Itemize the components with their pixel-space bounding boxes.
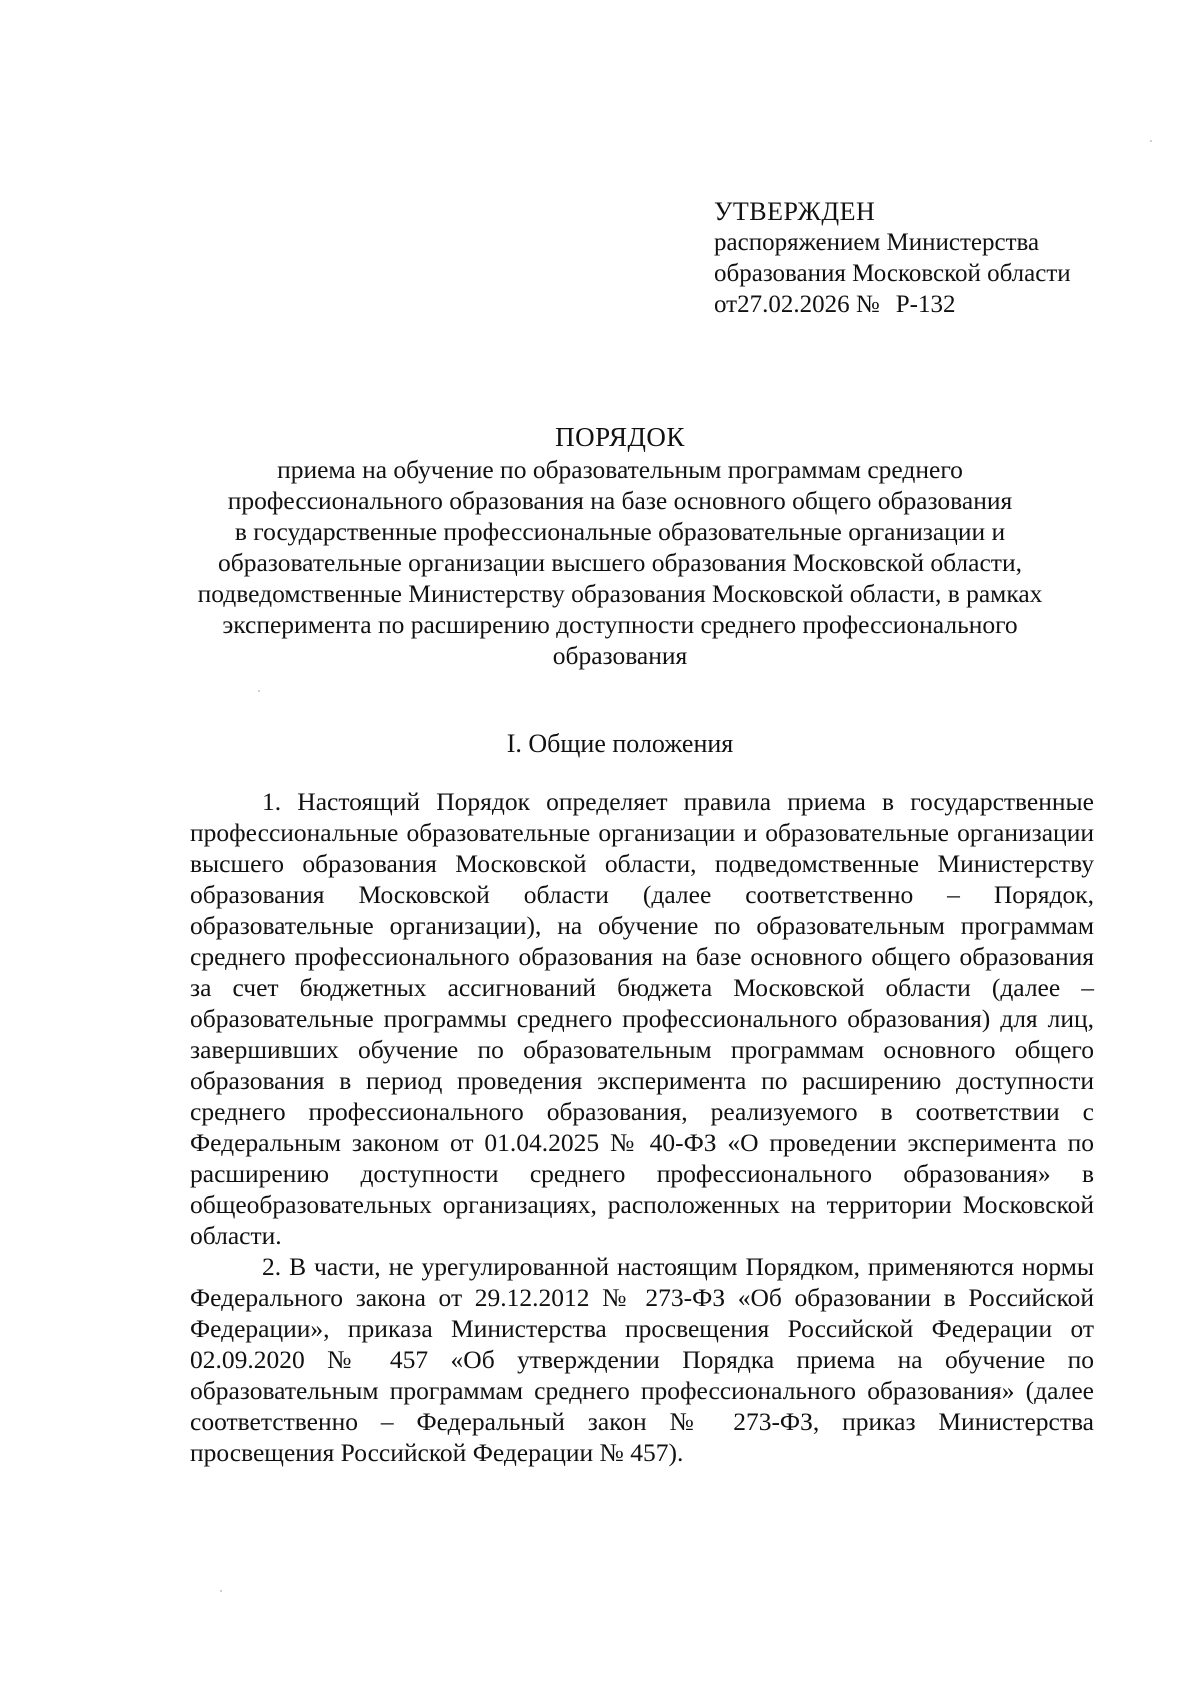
subtitle-line: приема на обучение по образовательным программам среднего <box>277 455 963 484</box>
approval-line-1: распоряжением Министерства <box>714 229 1040 256</box>
subtitle-line: профессионального образования на базе основного общего образования <box>227 486 1013 515</box>
approval-stamp-block <box>714 196 1134 320</box>
approval-number-sign: № <box>855 291 880 318</box>
section-heading-general-provisions: I. Общие положения <box>506 729 734 758</box>
document-title-block <box>120 420 1120 671</box>
approval-number: Р-132 <box>895 291 956 318</box>
approval-date-prefix: от <box>714 291 738 318</box>
subtitle-line: образовательные организации высшего образования Московской области, <box>218 548 1022 577</box>
document-title: ПОРЯДОК <box>555 422 685 452</box>
scan-speck <box>258 690 260 692</box>
subtitle-line: подведомственные Министерству образования Московской области, в рамках <box>197 579 1043 608</box>
subtitle-line: образования <box>552 641 688 670</box>
subtitle-line: эксперимента по расширению доступности среднего профессионального <box>222 610 1018 639</box>
document-subtitle <box>120 454 1120 671</box>
scan-speck <box>220 1590 222 1592</box>
paragraph-1: 1. Настоящий Порядок определяет правила приема в государственные профессиональные образовательные организации и образовательные организации высшего образования Московской области, подведомственные Министерству образования Московской области (далее соответственно – Порядок, образовательные организации), на обучение по образовательным программам среднего профессионального образования на базе основного общего образования за счет бюджетных ассигнований бюджета Московской области (далее – образовательные программы среднего профессионального образования) для лиц, завершивших обучение по образовательным программам основного общего образования в период проведения эксперимента по расширению доступности среднего профессионального образования, реализуемого в соответствии с Федеральным законом от 01.04.2025 № 40-ФЗ «О проведении эксперимента по расширению доступности среднего профессионального образования» в общеобразовательных организациях, расположенных на территории Московской области. <box>190 787 1094 1250</box>
paragraph-2: 2. В части, не урегулированной настоящим Порядком, применяются нормы Федерального закона от 29.12.2012 № 273-ФЗ «Об образовании в Российской Федерации», приказа Министерства просвещения Российской Федерации от 02.09.2020 № 457 «Об утверждении Порядка приема на обучение по образовательным программам среднего профессионального образования» (далее соответственно – Федеральный закон № 273-ФЗ, приказ Министерства просвещения Российской Федерации № 457). <box>190 1252 1094 1467</box>
subtitle-line: в государственные профессиональные образовательные организации и <box>234 517 1006 546</box>
approval-line-2: образования Московской области <box>714 260 1071 287</box>
approval-date: 27.02.2026 <box>737 291 850 318</box>
section-body <box>190 786 1094 1468</box>
approval-date-line <box>714 289 1134 320</box>
scan-speck <box>1150 140 1152 142</box>
approval-status: УТВЕРЖДЕН <box>714 197 876 226</box>
